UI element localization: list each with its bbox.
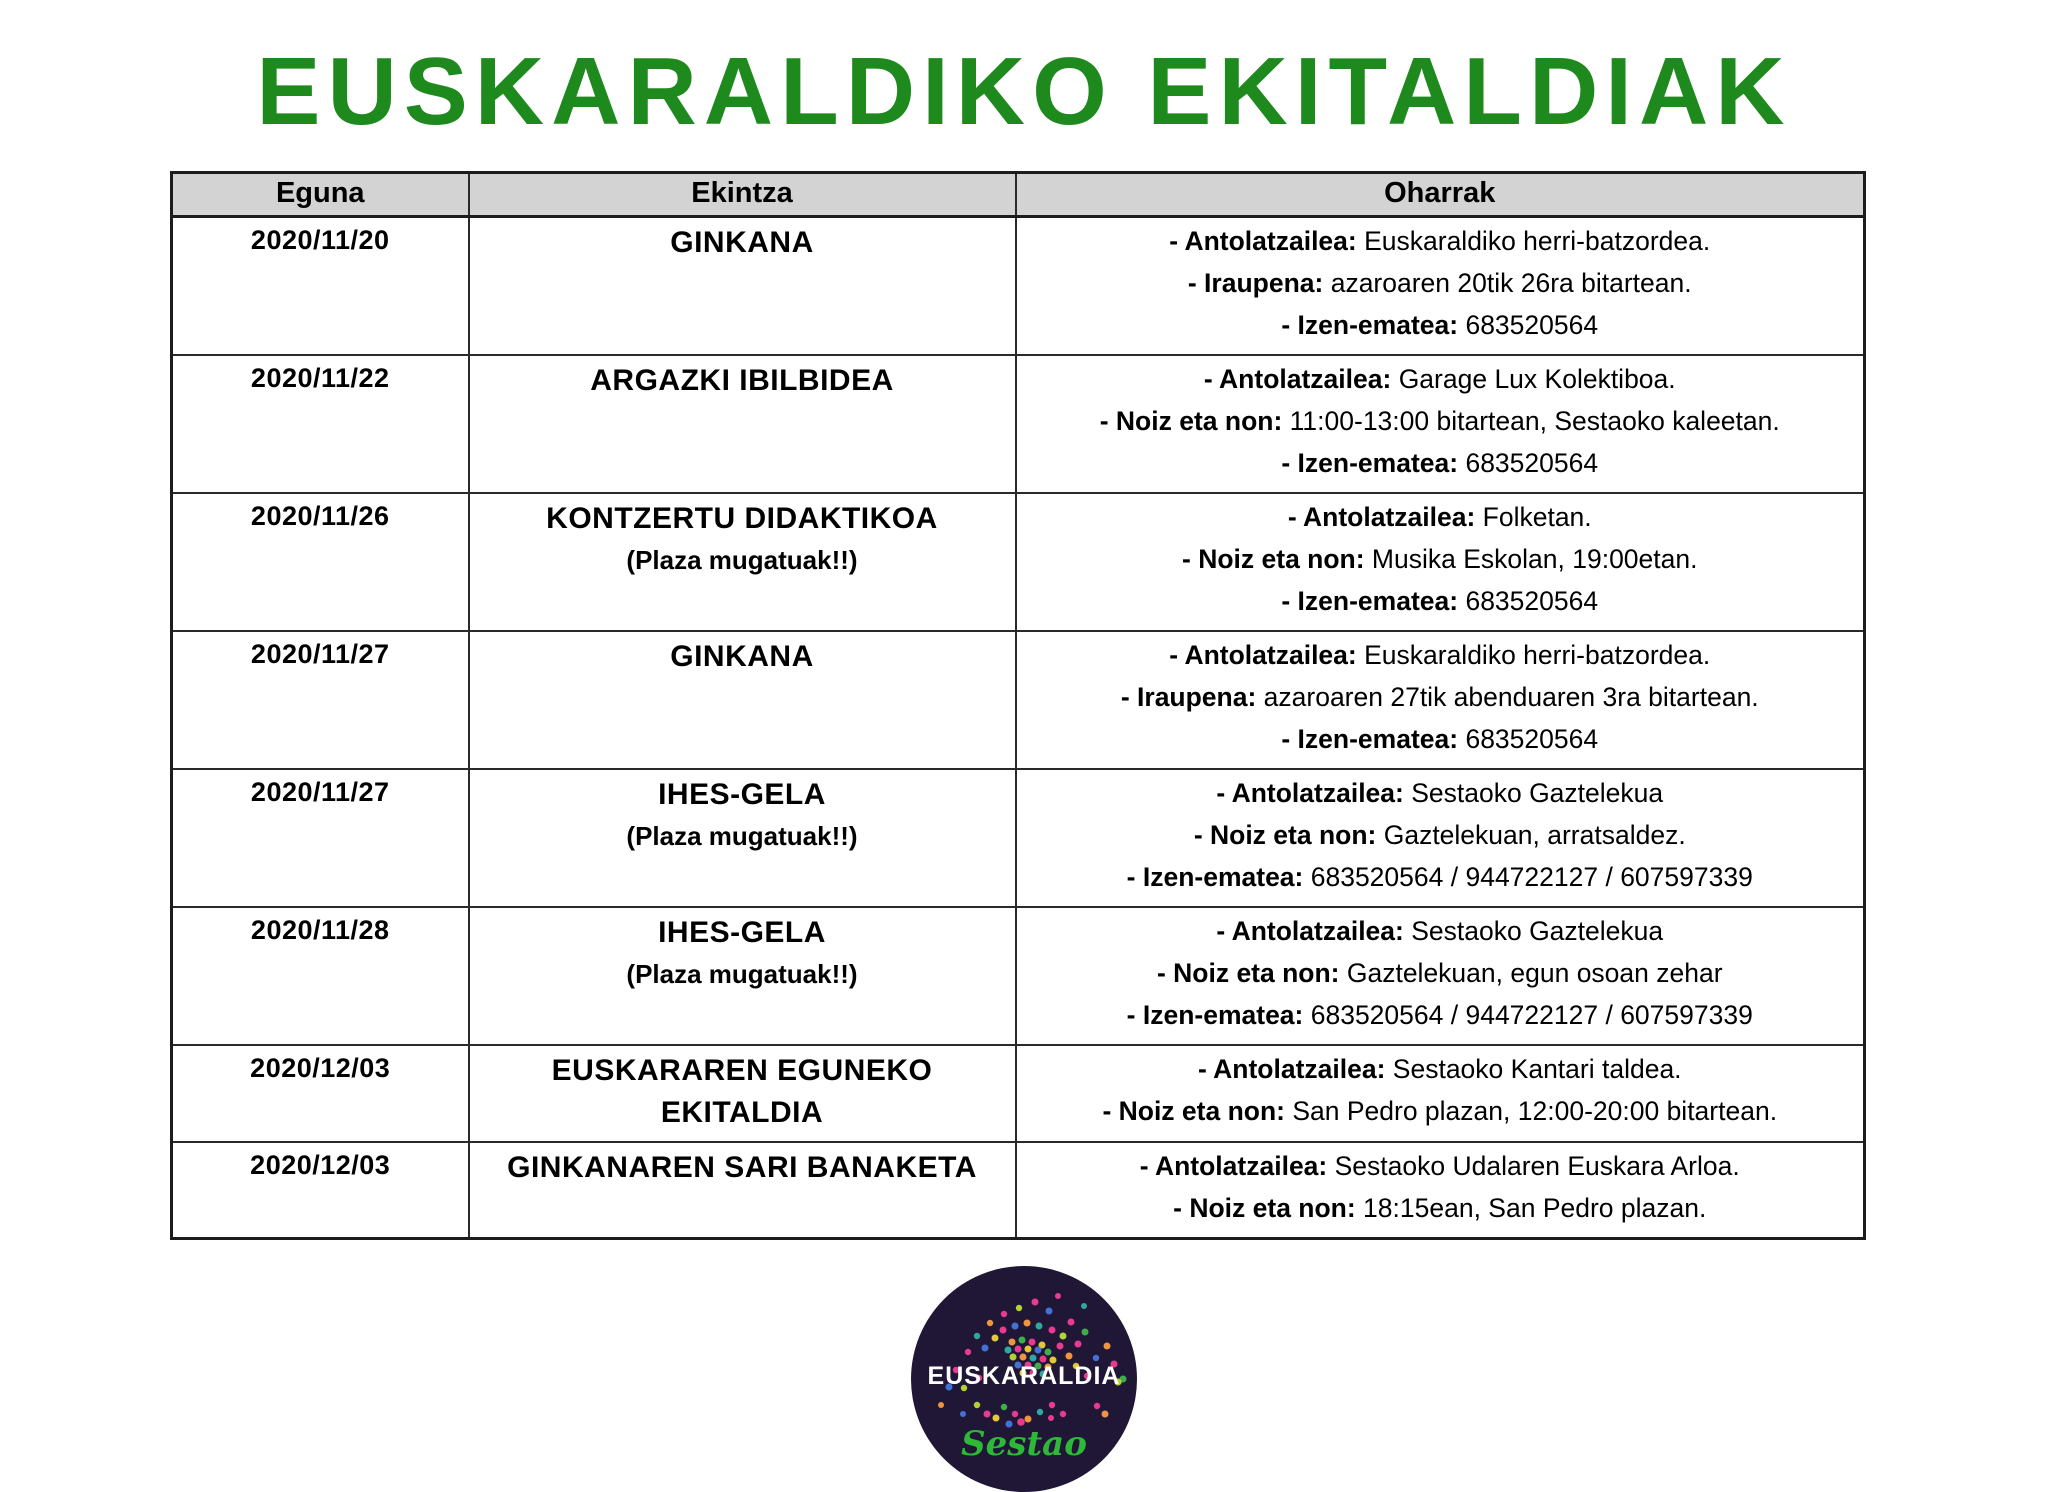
events-table-body (172, 217, 1865, 1239)
event-activity-name: KONTZERTU DIDAKTIKOA (546, 502, 938, 536)
event-note-line (1025, 442, 1856, 484)
event-date: 2020/11/26 (172, 493, 469, 631)
event-row (172, 769, 1865, 907)
event-note-value: 683520564 / 944722127 / 607597339 (1310, 862, 1753, 893)
event-note-line (1025, 814, 1856, 856)
event-note-line (1025, 1187, 1856, 1229)
event-notes (1016, 355, 1865, 493)
event-date: 2020/11/27 (172, 769, 469, 907)
event-note-value: 683520564 (1465, 724, 1599, 755)
event-row (172, 1142, 1865, 1239)
event-activity-name: GINKANAREN SARI BANAKETA (507, 1150, 977, 1184)
col-header-eguna: Eguna (172, 173, 469, 217)
event-note-value: Sestaoko Gaztelekua (1411, 916, 1664, 947)
event-note-value: 683520564 (1465, 310, 1599, 341)
event-note-line (1025, 910, 1856, 952)
event-note-value: 683520564 (1465, 448, 1599, 479)
event-activity (469, 631, 1016, 769)
event-row (172, 1045, 1865, 1142)
event-note-label: - Noiz eta non: (1099, 406, 1290, 437)
event-note-label: - Noiz eta non: (1173, 1192, 1364, 1223)
event-note-label: - Izen-ematea: (1281, 310, 1466, 341)
event-note-value: Folketan. (1482, 502, 1592, 533)
euskaraldia-sestao-logo (911, 1266, 1137, 1492)
event-note-line (1025, 304, 1856, 346)
logo-brand-text: EUSKARALDIA (927, 1361, 1121, 1390)
event-note-value: Musika Eskolan, 19:00etan. (1371, 544, 1698, 575)
event-note-label: - Noiz eta non: (1102, 1096, 1293, 1127)
event-note-label: - Antolatzailea: (1139, 1150, 1335, 1181)
event-note-value: Euskaraldiko herri-batzordea. (1364, 640, 1711, 671)
event-activity-name: IHES-GELA (658, 778, 826, 812)
event-note-value: 18:15ean, San Pedro plazan. (1363, 1192, 1707, 1223)
event-note-label: - Noiz eta non: (1182, 544, 1372, 575)
event-row (172, 493, 1865, 631)
event-date: 2020/11/20 (172, 217, 469, 356)
event-note-line (1025, 718, 1856, 760)
event-note-value: azaroaren 27tik abenduaren 3ra bitartean. (1263, 682, 1759, 713)
event-activity-name: EUSKARAREN EGUNEKO EKITALDIA (551, 1054, 933, 1129)
event-note-label: - Izen-ematea: (1281, 586, 1466, 617)
event-note-value: Sestaoko Gaztelekua (1411, 778, 1664, 809)
event-note-label: - Izen-ematea: (1126, 862, 1311, 893)
event-note-value: San Pedro plazan, 12:00-20:00 bitartean. (1292, 1096, 1778, 1127)
event-activity (469, 907, 1016, 1045)
page-title: EUSKARALDIKO EKITALDIAK (256, 38, 1792, 145)
event-notes (1016, 631, 1865, 769)
event-notes (1016, 907, 1865, 1045)
event-date: 2020/11/28 (172, 907, 469, 1045)
event-note-line (1025, 1048, 1856, 1090)
event-note-label: - Antolatzailea: (1203, 364, 1399, 395)
event-note-value: Euskaraldiko herri-batzordea. (1364, 226, 1711, 257)
event-note-line (1025, 994, 1856, 1036)
event-date: 2020/11/27 (172, 631, 469, 769)
col-header-oharrak: Oharrak (1016, 173, 1865, 217)
event-notes (1016, 769, 1865, 907)
event-note-line (1025, 220, 1856, 262)
event-activity-name: GINKANA (670, 640, 814, 674)
event-date: 2020/12/03 (172, 1045, 469, 1142)
event-notes (1016, 1045, 1865, 1142)
event-note-label: - Antolatzailea: (1169, 226, 1365, 257)
event-note-label: - Noiz eta non: (1156, 958, 1347, 989)
event-date: 2020/12/03 (172, 1142, 469, 1239)
event-row (172, 355, 1865, 493)
event-row (172, 907, 1865, 1045)
event-activity-name: GINKANA (670, 226, 814, 260)
events-table (170, 171, 1866, 1240)
event-activity (469, 355, 1016, 493)
event-note-line (1025, 262, 1856, 304)
col-header-ekintza: Ekintza (469, 173, 1016, 217)
event-note-value: Gaztelekuan, arratsaldez. (1383, 820, 1686, 851)
event-activity-note: (Plaza mugatuak!!) (626, 544, 858, 575)
table-header-row (172, 173, 1865, 217)
event-note-line (1025, 634, 1856, 676)
event-note-label: - Antolatzailea: (1287, 502, 1483, 533)
event-note-line (1025, 580, 1856, 622)
event-note-label: - Noiz eta non: (1193, 820, 1384, 851)
event-note-label: - Antolatzailea: (1216, 916, 1412, 947)
event-notes (1016, 1142, 1865, 1239)
event-note-label: - Iraupena: (1187, 268, 1331, 299)
event-activity (469, 769, 1016, 907)
event-note-label: - Izen-ematea: (1281, 448, 1466, 479)
logo-town-text: Sestao (961, 1423, 1087, 1464)
event-note-value: Garage Lux Kolektiboa. (1398, 364, 1676, 395)
event-activity (469, 217, 1016, 356)
event-date: 2020/11/22 (172, 355, 469, 493)
event-note-value: Sestaoko Kantari taldea. (1392, 1054, 1682, 1085)
event-note-value: 683520564 (1465, 586, 1599, 617)
event-notes (1016, 217, 1865, 356)
event-note-line (1025, 856, 1856, 898)
event-activity (469, 1142, 1016, 1239)
event-note-label: - Antolatzailea: (1169, 640, 1365, 671)
event-note-line (1025, 400, 1856, 442)
event-activity (469, 493, 1016, 631)
event-note-value: Gaztelekuan, egun osoan zehar (1346, 958, 1723, 989)
event-note-value: 11:00-13:00 bitartean, Sestaoko kaleetan. (1289, 406, 1780, 437)
event-activity-note: (Plaza mugatuak!!) (626, 820, 858, 851)
event-note-value: azaroaren 20tik 26ra bitartean. (1330, 268, 1692, 299)
event-note-line (1025, 1090, 1856, 1132)
event-note-line (1025, 496, 1856, 538)
event-note-line (1025, 952, 1856, 994)
event-row (172, 217, 1865, 356)
event-note-label: - Izen-ematea: (1281, 724, 1466, 755)
event-note-line (1025, 772, 1856, 814)
event-activity-name: IHES-GELA (658, 916, 826, 950)
event-note-label: - Izen-ematea: (1126, 1000, 1311, 1031)
event-note-line (1025, 1145, 1856, 1187)
event-notes (1016, 493, 1865, 631)
event-note-line (1025, 676, 1856, 718)
event-note-label: - Antolatzailea: (1197, 1054, 1393, 1085)
event-row (172, 631, 1865, 769)
event-note-label: - Iraupena: (1120, 682, 1264, 713)
event-note-value: Sestaoko Udalaren Euskara Arloa. (1334, 1150, 1740, 1181)
event-note-line (1025, 538, 1856, 580)
event-note-label: - Antolatzailea: (1216, 778, 1412, 809)
event-note-value: 683520564 / 944722127 / 607597339 (1310, 1000, 1753, 1031)
event-activity-name: ARGAZKI IBILBIDEA (590, 364, 894, 398)
event-activity-note: (Plaza mugatuak!!) (626, 958, 858, 989)
event-note-line (1025, 358, 1856, 400)
event-activity (469, 1045, 1016, 1142)
